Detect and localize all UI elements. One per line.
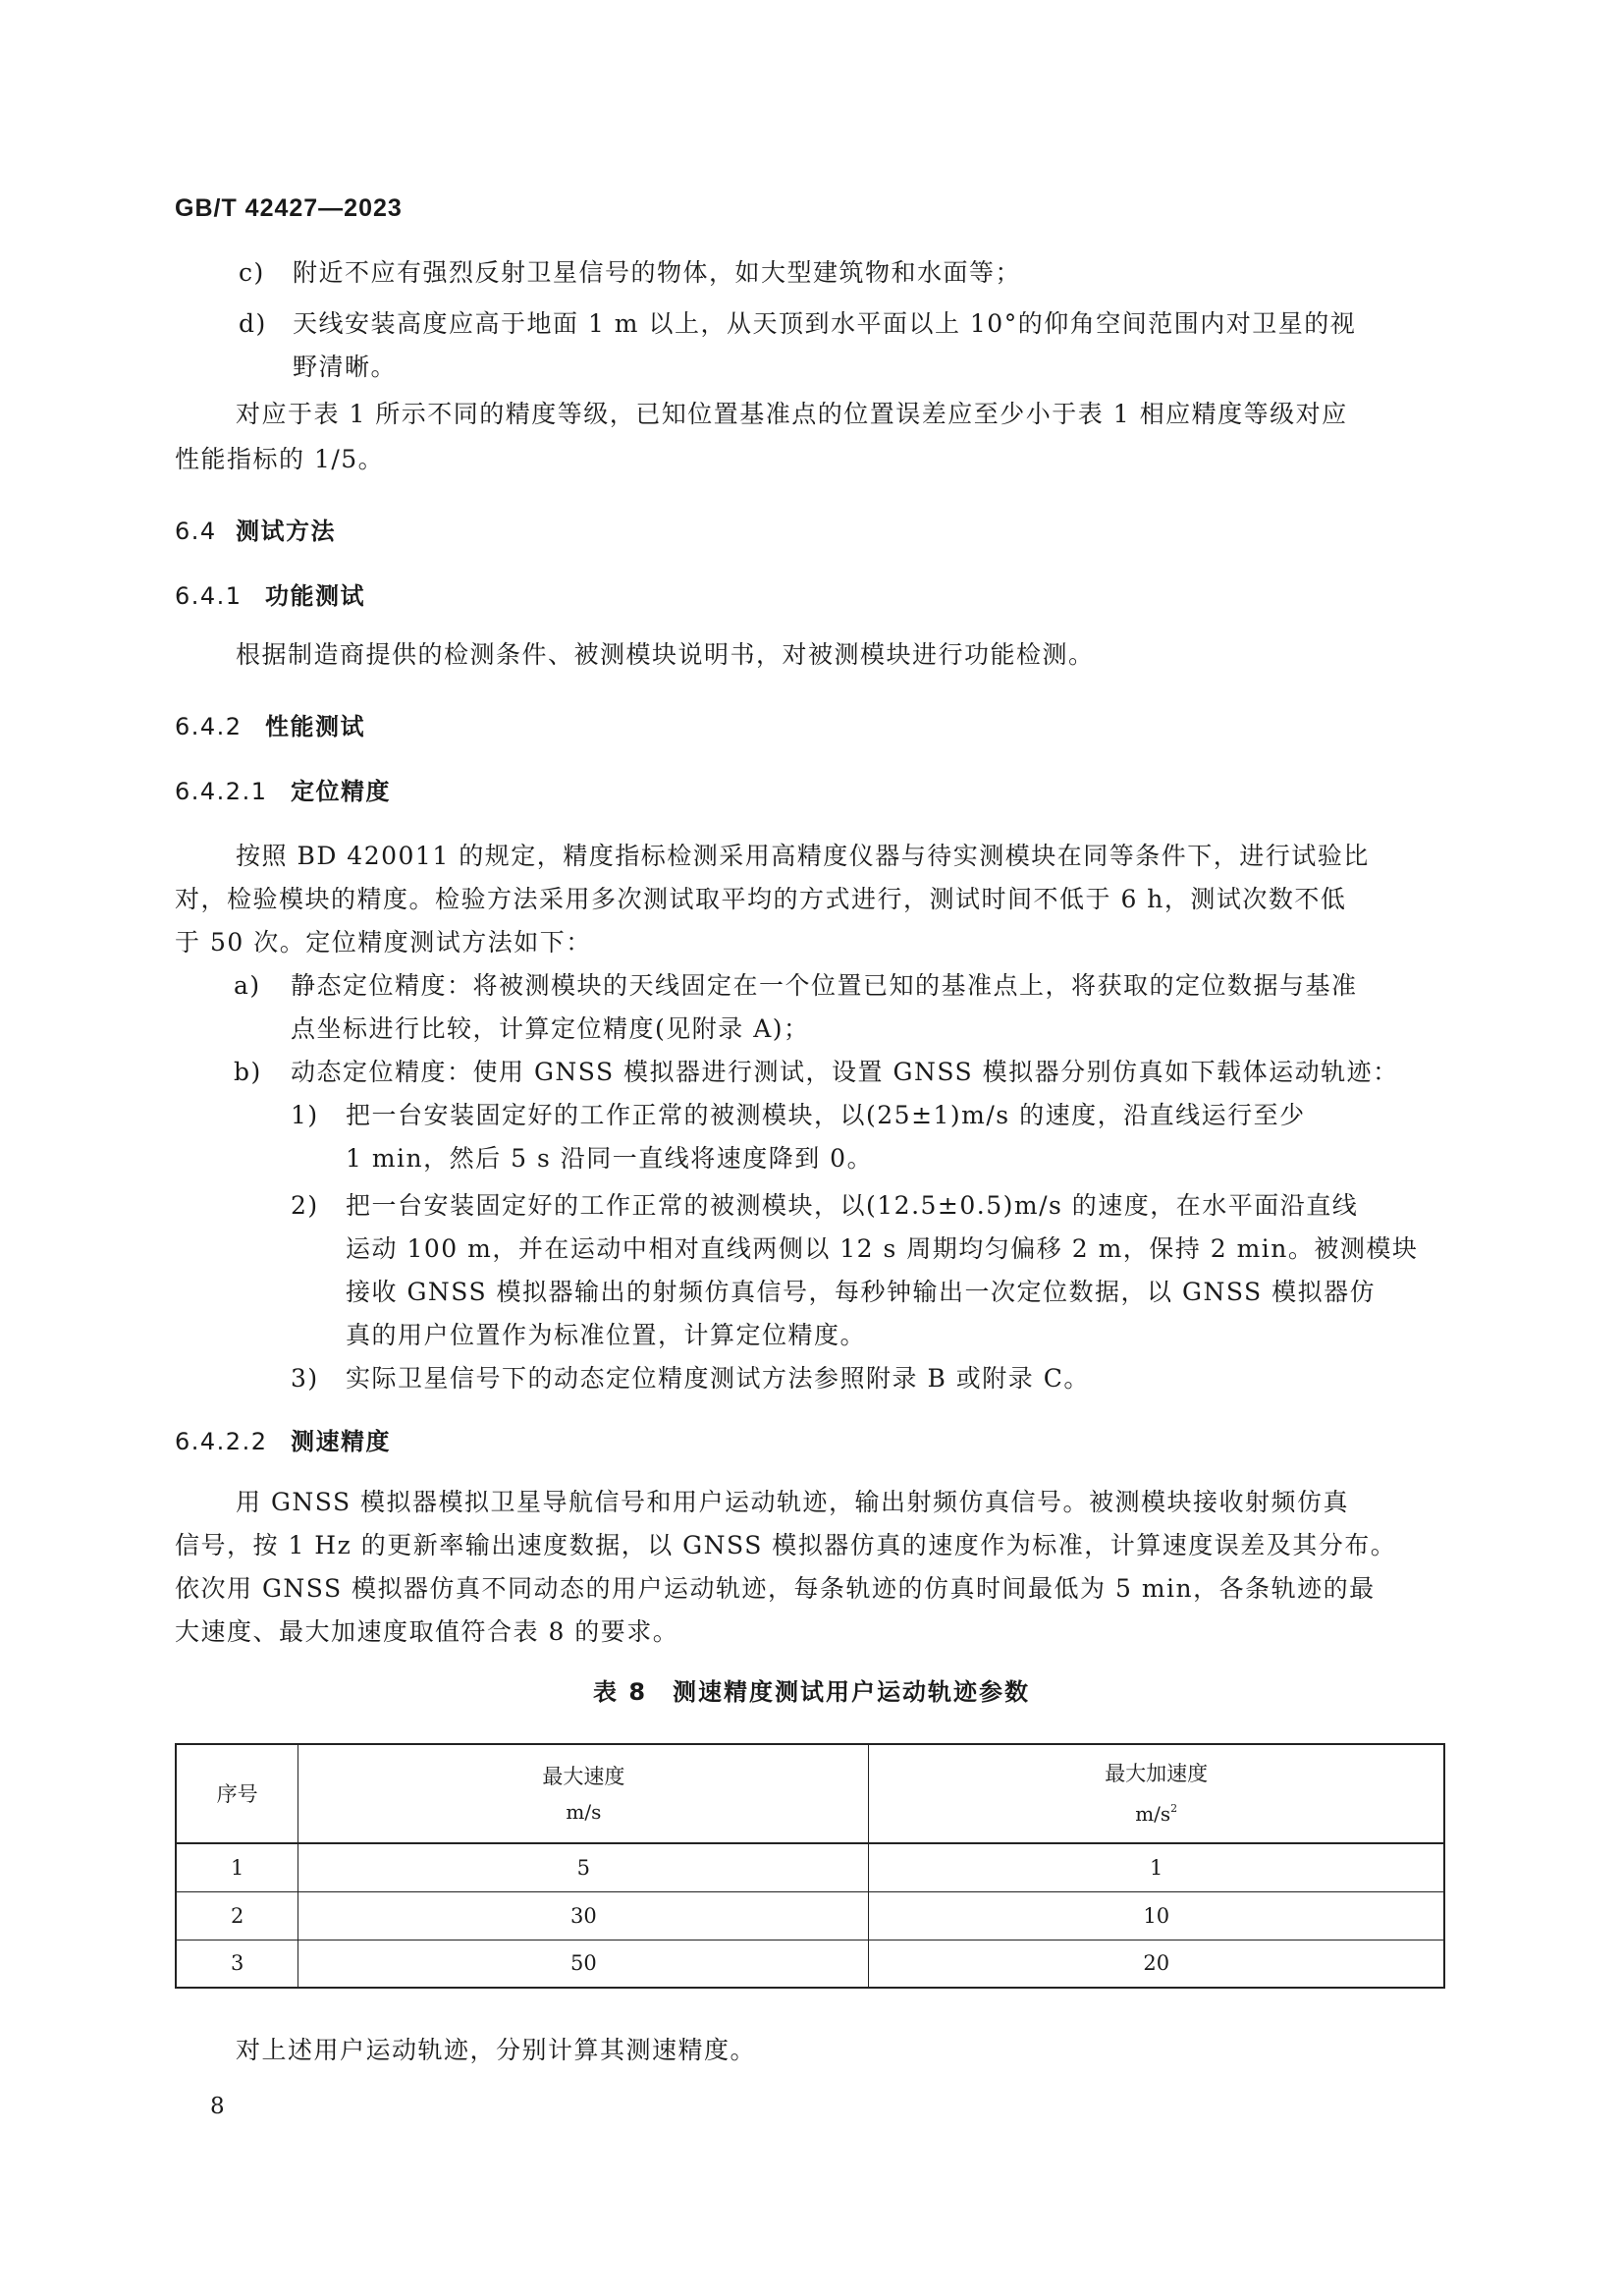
list-text-continuation: 1 min，然后 5 s 沿同一直线将速度降到 0。 bbox=[346, 1144, 874, 1173]
sub-item-2 bbox=[291, 1184, 1358, 1228]
list-text-continuation: 运动 100 m，并在运动中相对直线两侧以 12 s 周期均匀偏移 2 m，保持 2 min。被测模块 bbox=[346, 1234, 1419, 1263]
header-max-accel bbox=[869, 1744, 1444, 1843]
table-8 bbox=[175, 1743, 1445, 1989]
header-label: 最大速度 bbox=[542, 1764, 625, 1788]
sub-item-1 bbox=[291, 1094, 1306, 1137]
table-row bbox=[176, 1891, 1444, 1940]
section-heading-6-4-2-2 bbox=[175, 1422, 391, 1456]
section-number: 6.4.2.2 bbox=[175, 1428, 268, 1455]
list-text: 动态定位精度：使用 GNSS 模拟器进行测试，设置 GNSS 模拟器分别仿真如下载体运动轨迹： bbox=[291, 1058, 1399, 1086]
list-text-continuation: 野清晰。 bbox=[293, 353, 398, 381]
sub-item-3 bbox=[291, 1357, 1090, 1400]
list-text: 把一台安装固定好的工作正常的被测模块，以(25±1)m/s 的速度，沿直线运行至少 bbox=[346, 1101, 1306, 1129]
paragraph-line: 对应于表 1 所示不同的精度等级，已知位置基准点的位置误差应至少小于表 1 相应精度等级对应 bbox=[236, 400, 1348, 428]
list-text: 把一台安装固定好的工作正常的被测模块，以(12.5±0.5)m/s 的速度，在水平面沿直线 bbox=[346, 1191, 1359, 1220]
paragraph-line: 对上述用户运动轨迹，分别计算其测速精度。 bbox=[236, 2036, 757, 2064]
section-heading-6-4-1 bbox=[175, 576, 365, 611]
section-title: 测试方法 bbox=[236, 518, 336, 545]
section-heading-6-4-2 bbox=[175, 707, 365, 741]
section-number: 6.4.1 bbox=[175, 582, 243, 610]
table-row bbox=[176, 1843, 1444, 1891]
paragraph-line: 用 GNSS 模拟器模拟卫星导航信号和用户运动轨迹，输出射频仿真信号。被测模块接收射频仿真 bbox=[236, 1488, 1350, 1516]
cell-accel: 20 bbox=[869, 1940, 1444, 1988]
cell-speed: 5 bbox=[298, 1843, 869, 1891]
list-item-b bbox=[234, 1051, 1399, 1094]
standard-number: GB/T 42427—2023 bbox=[175, 194, 403, 222]
section-number: 6.4.2.1 bbox=[175, 778, 268, 805]
cell-speed: 50 bbox=[298, 1940, 869, 1988]
page-number: 8 bbox=[210, 2094, 225, 2119]
paragraph-line: 根据制造商提供的检测条件、被测模块说明书，对被测模块进行功能检测。 bbox=[236, 640, 1095, 669]
list-text: 附近不应有强烈反射卫星信号的物体，如大型建筑物和水面等； bbox=[293, 258, 1022, 287]
paragraph-line: 依次用 GNSS 模拟器仿真不同动态的用户运动轨迹，每条轨迹的仿真时间最低为 5 min，各条轨迹的最 bbox=[175, 1574, 1376, 1603]
section-title: 性能测试 bbox=[265, 713, 365, 740]
section-number: 6.4 bbox=[175, 518, 217, 545]
section-title: 定位精度 bbox=[291, 778, 391, 805]
list-label: b) bbox=[234, 1058, 262, 1086]
list-item-a bbox=[234, 964, 1358, 1008]
list-text: 静态定位精度：将被测模块的天线固定在一个位置已知的基准点上，将获取的定位数据与基准 bbox=[291, 971, 1358, 1000]
list-item-c bbox=[239, 251, 1021, 295]
cell-accel: 10 bbox=[869, 1891, 1444, 1940]
paragraph-line: 大速度、最大加速度取值符合表 8 的要求。 bbox=[175, 1617, 679, 1646]
header-unit: m/s bbox=[566, 1799, 602, 1824]
header-label: 最大加速度 bbox=[1105, 1762, 1209, 1785]
paragraph-line: 按照 BD 420011 的规定，精度指标检测采用高精度仪器与待实测模块在同等条件下，进行试验比 bbox=[236, 842, 1370, 870]
list-label: d) bbox=[239, 309, 267, 338]
cell-seq: 3 bbox=[176, 1940, 298, 1988]
list-label: 2) bbox=[291, 1191, 319, 1220]
section-title: 功能测试 bbox=[265, 582, 365, 610]
list-text: 实际卫星信号下的动态定位精度测试方法参照附录 B 或附录 C。 bbox=[346, 1364, 1090, 1393]
table-row bbox=[176, 1940, 1444, 1988]
list-label: a) bbox=[234, 971, 261, 1000]
list-label: c) bbox=[239, 258, 265, 287]
paragraph-line: 性能指标的 1/5。 bbox=[175, 445, 385, 473]
header-max-speed bbox=[298, 1744, 869, 1843]
list-text-continuation: 真的用户位置作为标准位置，计算定位精度。 bbox=[346, 1321, 867, 1349]
section-number: 6.4.2 bbox=[175, 713, 243, 740]
list-label: 3) bbox=[291, 1364, 319, 1393]
paragraph-line: 于 50 次。定位精度测试方法如下： bbox=[175, 928, 592, 957]
cell-seq: 2 bbox=[176, 1891, 298, 1940]
table-header-row bbox=[176, 1744, 1444, 1843]
list-label: 1) bbox=[291, 1101, 319, 1129]
list-text-continuation: 接收 GNSS 模拟器输出的射频仿真信号，每秒钟输出一次定位数据，以 GNSS 模拟器仿 bbox=[346, 1278, 1377, 1306]
section-heading-6-4 bbox=[175, 512, 336, 546]
table-caption: 表 8 测速精度测试用户运动轨迹参数 bbox=[592, 1678, 1031, 1706]
section-heading-6-4-2-1 bbox=[175, 772, 391, 806]
section-title: 测速精度 bbox=[291, 1428, 391, 1455]
paragraph-line: 信号，按 1 Hz 的更新率输出速度数据，以 GNSS 模拟器仿真的速度作为标准，计算速度误差及其分布。 bbox=[175, 1531, 1397, 1559]
header-unit: $m/s^2$ bbox=[1135, 1802, 1178, 1826]
cell-accel: 1 bbox=[869, 1843, 1444, 1891]
list-text-continuation: 点坐标进行比较，计算定位精度(见附录 A)； bbox=[291, 1014, 810, 1043]
list-text: 天线安装高度应高于地面 1 m 以上，从天顶到水平面以上 10°的仰角空间范围内对卫星的视 bbox=[293, 309, 1357, 338]
header-seq: 序号 bbox=[176, 1744, 298, 1843]
cell-seq: 1 bbox=[176, 1843, 298, 1891]
cell-speed: 30 bbox=[298, 1891, 869, 1940]
paragraph-line: 对，检验模块的精度。检验方法采用多次测试取平均的方式进行，测试时间不低于 6 h，测试次数不低 bbox=[175, 885, 1347, 913]
list-item-d bbox=[239, 302, 1356, 346]
